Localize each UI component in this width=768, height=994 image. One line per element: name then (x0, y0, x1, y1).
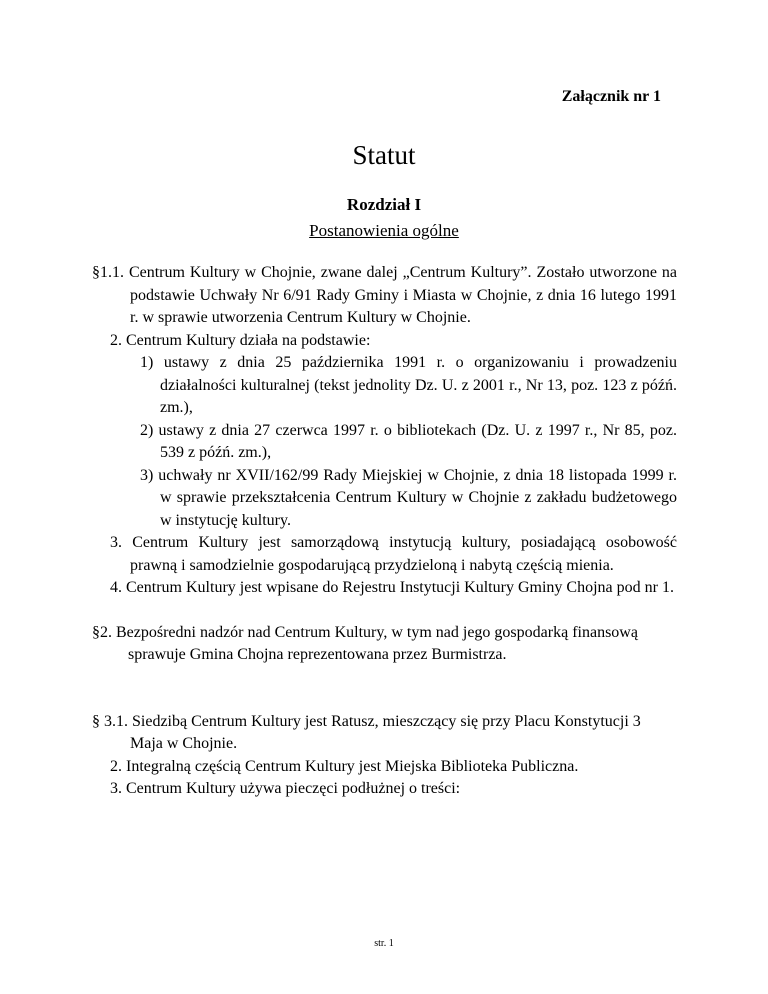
section-3-paragraph-1: § 3.1. Siedzibą Centrum Kultury jest Ratusz, mieszczący się przy Placu Konstytucji 3 Maja w Chojnie. (92, 712, 641, 752)
section-1-paragraph-2: 2. Centrum Kultury działa na podstawie: (110, 331, 371, 349)
page-number: str. 1 (374, 938, 394, 949)
section-1-paragraph-1: §1.1. Centrum Kultury w Chojnie, zwane dalej „Centrum Kultury”. Zostało utworzone na podstawie Uchwały Nr 6/91 Rady Gminy i Miasta w Chojnie, z dnia 16 lutego 1991 r. w sprawie utworzenia Centrum Kultury w Chojnie. (92, 264, 677, 326)
section-3-paragraph-3: 3. Centrum Kultury używa pieczęci podłużnej o treści: (110, 780, 461, 797)
section-1-paragraph-4: 4. Centrum Kultury jest wpisane do Rejestru Instytucji Kultury Gminy Chojna pod nr 1. (110, 579, 674, 596)
section-1-list-item-2: 2) ustawy z dnia 27 czerwca 1997 r. o bibliotekach (Dz. U. z 1997 r., Nr 85, poz. 539 z późń. zm.), (140, 421, 677, 461)
document-title: Statut (352, 140, 416, 170)
section-2-paragraph: §2. Bezpośredni nadzór nad Centrum Kultury, w tym nad jego gospodarką finansową sprawuje Gmina Chojna reprezentowana przez Burmistrza. (92, 623, 638, 663)
section-1-paragraph-3: 3. Centrum Kultury jest samorządową instytucją kultury, posiadającą osobowość prawną i samodzielnie gospodarującą przydzieloną i nabytą częścią mienia. (110, 534, 677, 574)
chapter-name: Postanowienia ogólne (309, 221, 459, 240)
annex-label: Załącznik nr 1 (561, 88, 661, 105)
chapter-number: Rozdział I (346, 195, 422, 214)
section-1-list-item-1: 1) ustawy z dnia 25 października 1991 r. o organizowaniu i prowadzeniu działalności kulturalnej (tekst jednolity Dz. U. z 2001 r., Nr 13, poz. 123 z późń. zm.), (140, 354, 677, 416)
document-body (92, 262, 677, 801)
section-3-paragraph-2: 2. Integralną częścią Centrum Kultury jest Miejska Biblioteka Publiczna. (110, 757, 579, 775)
section-1-list-item-3: 3) uchwały nr XVII/162/99 Rady Miejskiej w Chojnie, z dnia 18 listopada 1999 r. w sprawie przekształcenia Centrum Kultury w Chojnie z zakładu budżetowego w instytucję kultury. (140, 466, 677, 529)
